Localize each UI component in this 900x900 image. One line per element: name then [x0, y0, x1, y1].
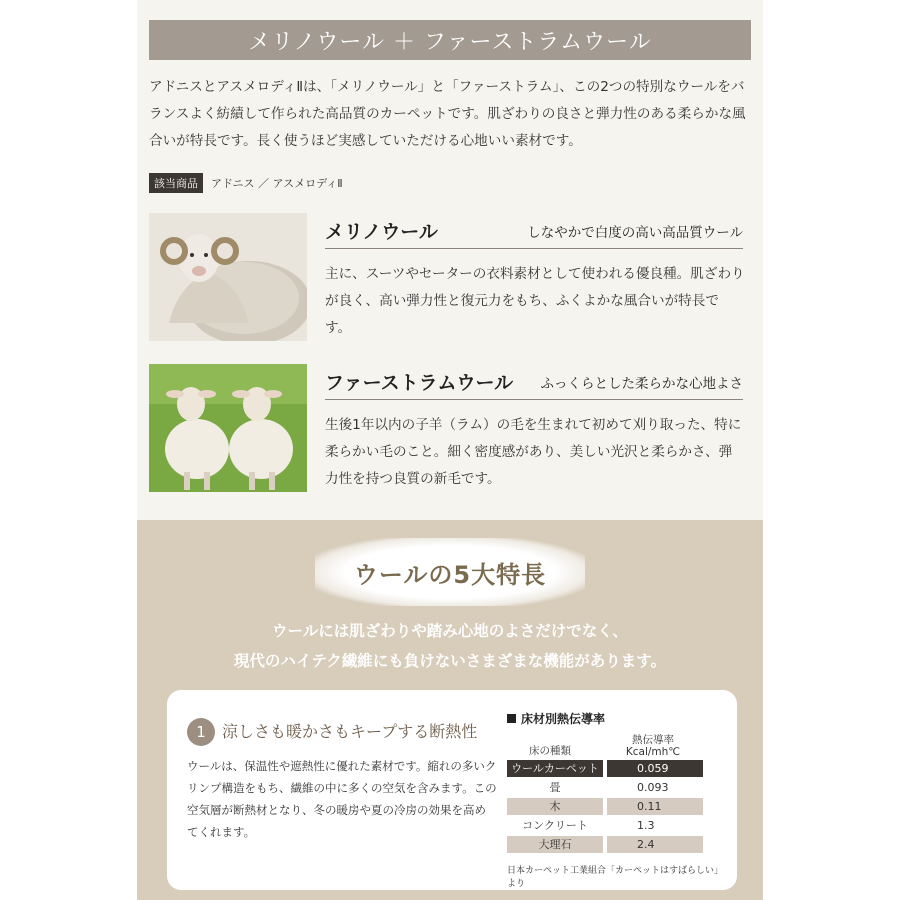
conductivity-table-title: 床材別熱伝導率	[507, 710, 727, 727]
first-lamb-name: ファーストラムウール	[325, 372, 514, 394]
first-lamb-wool-block	[149, 364, 753, 494]
conductivity-table-header	[507, 730, 727, 758]
features-lead-line2: 現代のハイテク繊維にも負けないさまざまな機能があります。	[233, 652, 667, 670]
first-lamb-description: 生後1年以内の子羊（ラム）の毛を生まれて初めて刈り取った、特に柔らかい毛のこと。細く密度感があり、美しい光沢と柔らかさ、弾力性を持つ良質の新毛です。	[325, 417, 742, 487]
first-lamb-tagline: ふっくらとした柔らかな心地よさ	[540, 375, 743, 392]
table-cell-material: ウールカーペット	[507, 760, 603, 777]
features-section	[137, 520, 763, 900]
related-products-tag: 該当商品	[149, 173, 203, 193]
col-conductivity-header: 熱伝導率 Kcal/mh℃	[625, 734, 681, 758]
table-row	[507, 817, 727, 834]
merino-tagline: しなやかで白度の高い高品質ウール	[527, 224, 743, 241]
table-cell-value: 2.4	[607, 836, 703, 853]
intro-text: アドニスとアスメロディⅡは、「メリノウール」と「ファーストラム」、この2つの特別なウールをバランスよく紡績して作られた高品質のカーペットです。肌ざわりの良さと弾力性のある柔らかな風合いが特長です。長く使うほど実感していただける心地いい素材です。	[149, 79, 746, 149]
merino-name: メリノウール	[325, 221, 438, 243]
wool-materials-section	[137, 0, 763, 520]
merino-wool-block	[149, 213, 753, 343]
table-cell-value: 0.059	[607, 760, 703, 777]
related-products	[149, 173, 343, 193]
col-floor-type-header: 床の種類	[529, 745, 571, 757]
features-lead	[137, 616, 763, 676]
feature-number-badge: 1	[187, 718, 215, 746]
square-bullet-icon	[507, 714, 516, 723]
table-row	[507, 798, 727, 815]
merino-sheep-photo	[149, 213, 307, 341]
table-row	[507, 760, 727, 777]
features-lead-line1: ウールには肌ざわりや踏み心地のよさだけでなく、	[272, 622, 628, 640]
table-cell-value: 0.11	[607, 798, 703, 815]
section-title: メリノウール ＋ ファーストラムウール	[248, 29, 652, 55]
table-row	[507, 836, 727, 853]
feature-title: 涼しさも暖かさもキープする断熱性	[222, 722, 478, 741]
merino-description: 主に、スーツやセーターの衣料素材として使われる優良種。肌ざわりが良く、高い弾力性と復元力をもち、ふくよかな風合いが特長です。	[325, 266, 745, 336]
first-lamb-heading	[325, 364, 743, 400]
feature-card-1	[167, 690, 737, 890]
related-products-list: アドニス ／ アスメロディⅡ	[211, 177, 343, 190]
conductivity-table-source: 日本カーペット工業組合「カーペットはすばらしい」より	[507, 866, 724, 889]
features-title: ウールの5大特長	[353, 560, 547, 589]
table-cell-material: 木	[507, 798, 603, 815]
merino-heading	[325, 213, 743, 249]
table-cell-material: コンクリート	[507, 817, 603, 834]
table-cell-material: 畳	[507, 779, 603, 796]
section-title-bar	[149, 20, 751, 60]
table-cell-value: 0.093	[607, 779, 703, 796]
conductivity-table	[507, 710, 727, 889]
page	[137, 0, 763, 900]
table-cell-material: 大理石	[507, 836, 603, 853]
table-cell-value: 1.3	[607, 817, 703, 834]
lambs-photo	[149, 364, 307, 492]
table-row	[507, 779, 727, 796]
feature-description: ウールは、保温性や遮熱性に優れた素材です。縮れの多いクリンプ構造をもち、繊維の中に多くの空気を含みます。この空気層が断熱材となり、冬の暖房や夏の冷房の効果を高めてくれます。	[187, 759, 497, 839]
features-title-cloud	[315, 538, 585, 606]
